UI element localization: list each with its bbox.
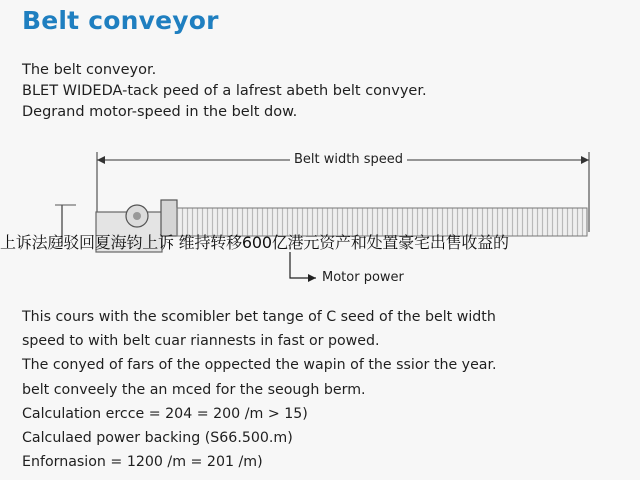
body-text (22, 305, 497, 474)
dimension-arrow-right (581, 156, 589, 164)
intro-line: The belt conveyor. (22, 62, 157, 78)
body-line: This cours with the scomibler bet tange of C seed of the belt width (22, 309, 496, 325)
page-title: Belt conveyor (22, 6, 219, 35)
motor-power-label: Motor power (322, 270, 404, 285)
body-line: Calculaed power backing (S66.500.m) (22, 430, 293, 447)
intro-line: BLET WIDEDA-tack peed of a lafrest abeth belt convyer. (22, 83, 427, 99)
intro-text (22, 60, 427, 123)
body-line: Enfornasion = 1200 /m = 201 /m) (22, 454, 263, 471)
body-line: The conyed of fars of the oppected the wapin of the ssior the year. (22, 357, 497, 374)
belt-width-speed-label: Belt width speed (290, 152, 407, 167)
dimension-arrow-left (97, 156, 105, 164)
body-line: belt conveely the an mced for the seough berm. (22, 381, 366, 398)
overlay-caption: 上诉法庭驳回夏海钧上诉 维持转移600亿港元资产和处置豪宅出售收益的 (0, 233, 509, 252)
intro-line: Degrand motor-speed in the belt dow. (22, 104, 298, 120)
body-line: speed to with belt cuar riannests in fast or powed. (22, 333, 380, 350)
motor-power-leader (290, 252, 316, 278)
body-line: Calculation ercce = 204 = 200 /m > 15) (22, 405, 308, 422)
